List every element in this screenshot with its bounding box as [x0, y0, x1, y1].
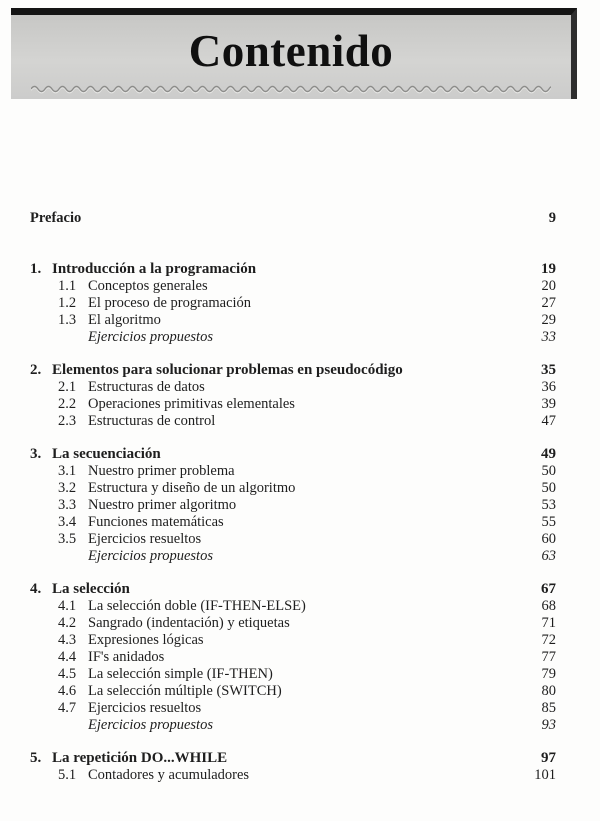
entry-number: 4.3	[58, 632, 77, 648]
entry-page-number: 47	[541, 413, 556, 429]
entry-title: La repetición DO...WHILE	[52, 750, 228, 766]
entry-page-number: 101	[534, 767, 556, 783]
toc-section-row	[58, 598, 556, 615]
toc-chapter-row	[30, 361, 556, 379]
entry-page-number: 68	[541, 598, 556, 614]
entry-title: Nuestro primer algoritmo	[88, 497, 237, 513]
toc-chapter-row	[30, 580, 556, 598]
entry-page-number: 35	[541, 362, 556, 378]
toc-chapter-block	[30, 260, 556, 346]
entry-number: 4.1	[58, 598, 77, 614]
toc-section-row	[58, 700, 556, 717]
entry-page-number: 72	[541, 632, 556, 648]
entry-title: Elementos para solucionar problemas en pseudocódigo	[52, 362, 403, 378]
entry-number: 5.	[30, 750, 42, 766]
entry-title: Prefacio	[30, 210, 82, 226]
toc-section-row	[58, 413, 556, 430]
decorative-wavy-line	[31, 84, 551, 94]
toc-section-row	[58, 717, 556, 734]
entry-title: La selección	[52, 581, 130, 597]
entry-page-number: 85	[541, 700, 556, 716]
entry-number: 2.2	[58, 396, 77, 412]
entry-title: Funciones matemáticas	[88, 514, 224, 530]
toc-section-row	[58, 463, 556, 480]
entry-page-number: 53	[541, 497, 556, 513]
toc-section-row	[58, 480, 556, 497]
entry-number: 2.1	[58, 379, 77, 395]
entry-page-number: 93	[541, 717, 556, 733]
entry-title: Expresiones lógicas	[88, 632, 204, 648]
entry-number: 1.2	[58, 295, 77, 311]
entry-number: 3.1	[58, 463, 77, 479]
page-title: Contenido	[188, 26, 394, 76]
entry-page-number: 39	[541, 396, 556, 412]
entry-number: 1.	[30, 261, 42, 277]
entry-number: 2.	[30, 362, 42, 378]
toc-section-row	[58, 514, 556, 531]
toc-section-row	[58, 548, 556, 565]
toc-section-row	[58, 329, 556, 346]
entry-number: 2.3	[58, 413, 77, 429]
entry-title: La secuenciación	[52, 446, 161, 462]
toc-chapter-row	[30, 260, 556, 278]
entry-page-number: 27	[541, 295, 556, 311]
entry-number: 4.	[30, 581, 42, 597]
entry-number: 4.7	[58, 700, 77, 716]
entry-page-number: 60	[541, 531, 556, 547]
toc-section-row	[58, 379, 556, 396]
toc-section-row	[58, 649, 556, 666]
toc-section-row	[58, 497, 556, 514]
entry-page-number: 67	[541, 581, 556, 597]
entry-number: 3.	[30, 446, 42, 462]
entry-title: Estructuras de control	[88, 413, 216, 429]
entry-page-number: 20	[541, 278, 556, 294]
entry-number: 1.1	[58, 278, 77, 294]
toc-front-matter-row	[30, 209, 556, 227]
entry-number: 5.1	[58, 767, 77, 783]
entry-number: 3.2	[58, 480, 77, 496]
toc-section-row	[58, 295, 556, 312]
entry-page-number: 9	[548, 210, 556, 226]
entry-page-number: 63	[541, 548, 556, 564]
toc-chapter-block	[30, 580, 556, 734]
entry-title: Ejercicios propuestos	[88, 329, 213, 345]
entry-title: Ejercicios propuestos	[88, 717, 213, 733]
toc-chapter-row	[30, 749, 556, 767]
entry-title: La selección doble (IF-THEN-ELSE)	[88, 598, 306, 614]
entry-title: Sangrado (indentación) y etiquetas	[88, 615, 290, 631]
toc-chapter-row	[30, 445, 556, 463]
entry-page-number: 50	[541, 480, 556, 496]
toc-section-row	[58, 312, 556, 329]
entry-page-number: 29	[541, 312, 556, 328]
toc-section-row	[58, 683, 556, 700]
entry-number: 4.4	[58, 649, 77, 665]
entry-page-number: 79	[541, 666, 556, 682]
entry-page-number: 55	[541, 514, 556, 530]
toc-section-row	[58, 666, 556, 683]
entry-title: IF's anidados	[88, 649, 165, 665]
entry-title: Operaciones primitivas elementales	[88, 396, 295, 412]
toc-section-row	[58, 278, 556, 295]
entry-page-number: 71	[541, 615, 556, 631]
entry-page-number: 80	[541, 683, 556, 699]
entry-page-number: 77	[541, 649, 556, 665]
entry-number: 4.6	[58, 683, 77, 699]
entry-title: El algoritmo	[88, 312, 161, 328]
entry-title: El proceso de programación	[88, 295, 252, 311]
entry-page-number: 50	[541, 463, 556, 479]
toc-section-row	[58, 632, 556, 649]
entry-title: Nuestro primer problema	[88, 463, 235, 479]
toc-rows	[30, 209, 556, 784]
toc-section-row	[58, 531, 556, 548]
entry-title: La selección múltiple (SWITCH)	[88, 683, 282, 699]
toc-chapter-block	[30, 445, 556, 565]
toc-section-row	[58, 767, 556, 784]
entry-number: 3.3	[58, 497, 77, 513]
toc-chapter-block	[30, 361, 556, 430]
entry-title: La selección simple (IF-THEN)	[88, 666, 273, 682]
entry-number: 3.4	[58, 514, 77, 530]
entry-page-number: 36	[541, 379, 556, 395]
entry-title: Estructuras de datos	[88, 379, 205, 395]
entry-page-number: 49	[541, 446, 556, 462]
entry-number: 4.5	[58, 666, 77, 682]
entry-title: Ejercicios propuestos	[88, 548, 213, 564]
entry-page-number: 33	[541, 329, 556, 345]
toc-section-row	[58, 615, 556, 632]
toc-chapter-block	[30, 749, 556, 784]
entry-page-number: 19	[541, 261, 556, 277]
table-of-contents	[30, 209, 556, 784]
entry-title: Estructura y diseño de un algoritmo	[88, 480, 296, 496]
entry-page-number: 97	[541, 750, 556, 766]
entry-number: 4.2	[58, 615, 77, 631]
entry-number: 3.5	[58, 531, 77, 547]
entry-number: 1.3	[58, 312, 77, 328]
entry-title: Conceptos generales	[88, 278, 208, 294]
entry-title: Ejercicios resueltos	[88, 531, 202, 547]
toc-section-row	[58, 396, 556, 413]
entry-title: Ejercicios resueltos	[88, 700, 202, 716]
title-banner	[11, 8, 577, 99]
entry-title: Contadores y acumuladores	[88, 767, 250, 783]
entry-title: Introducción a la programación	[52, 261, 257, 277]
